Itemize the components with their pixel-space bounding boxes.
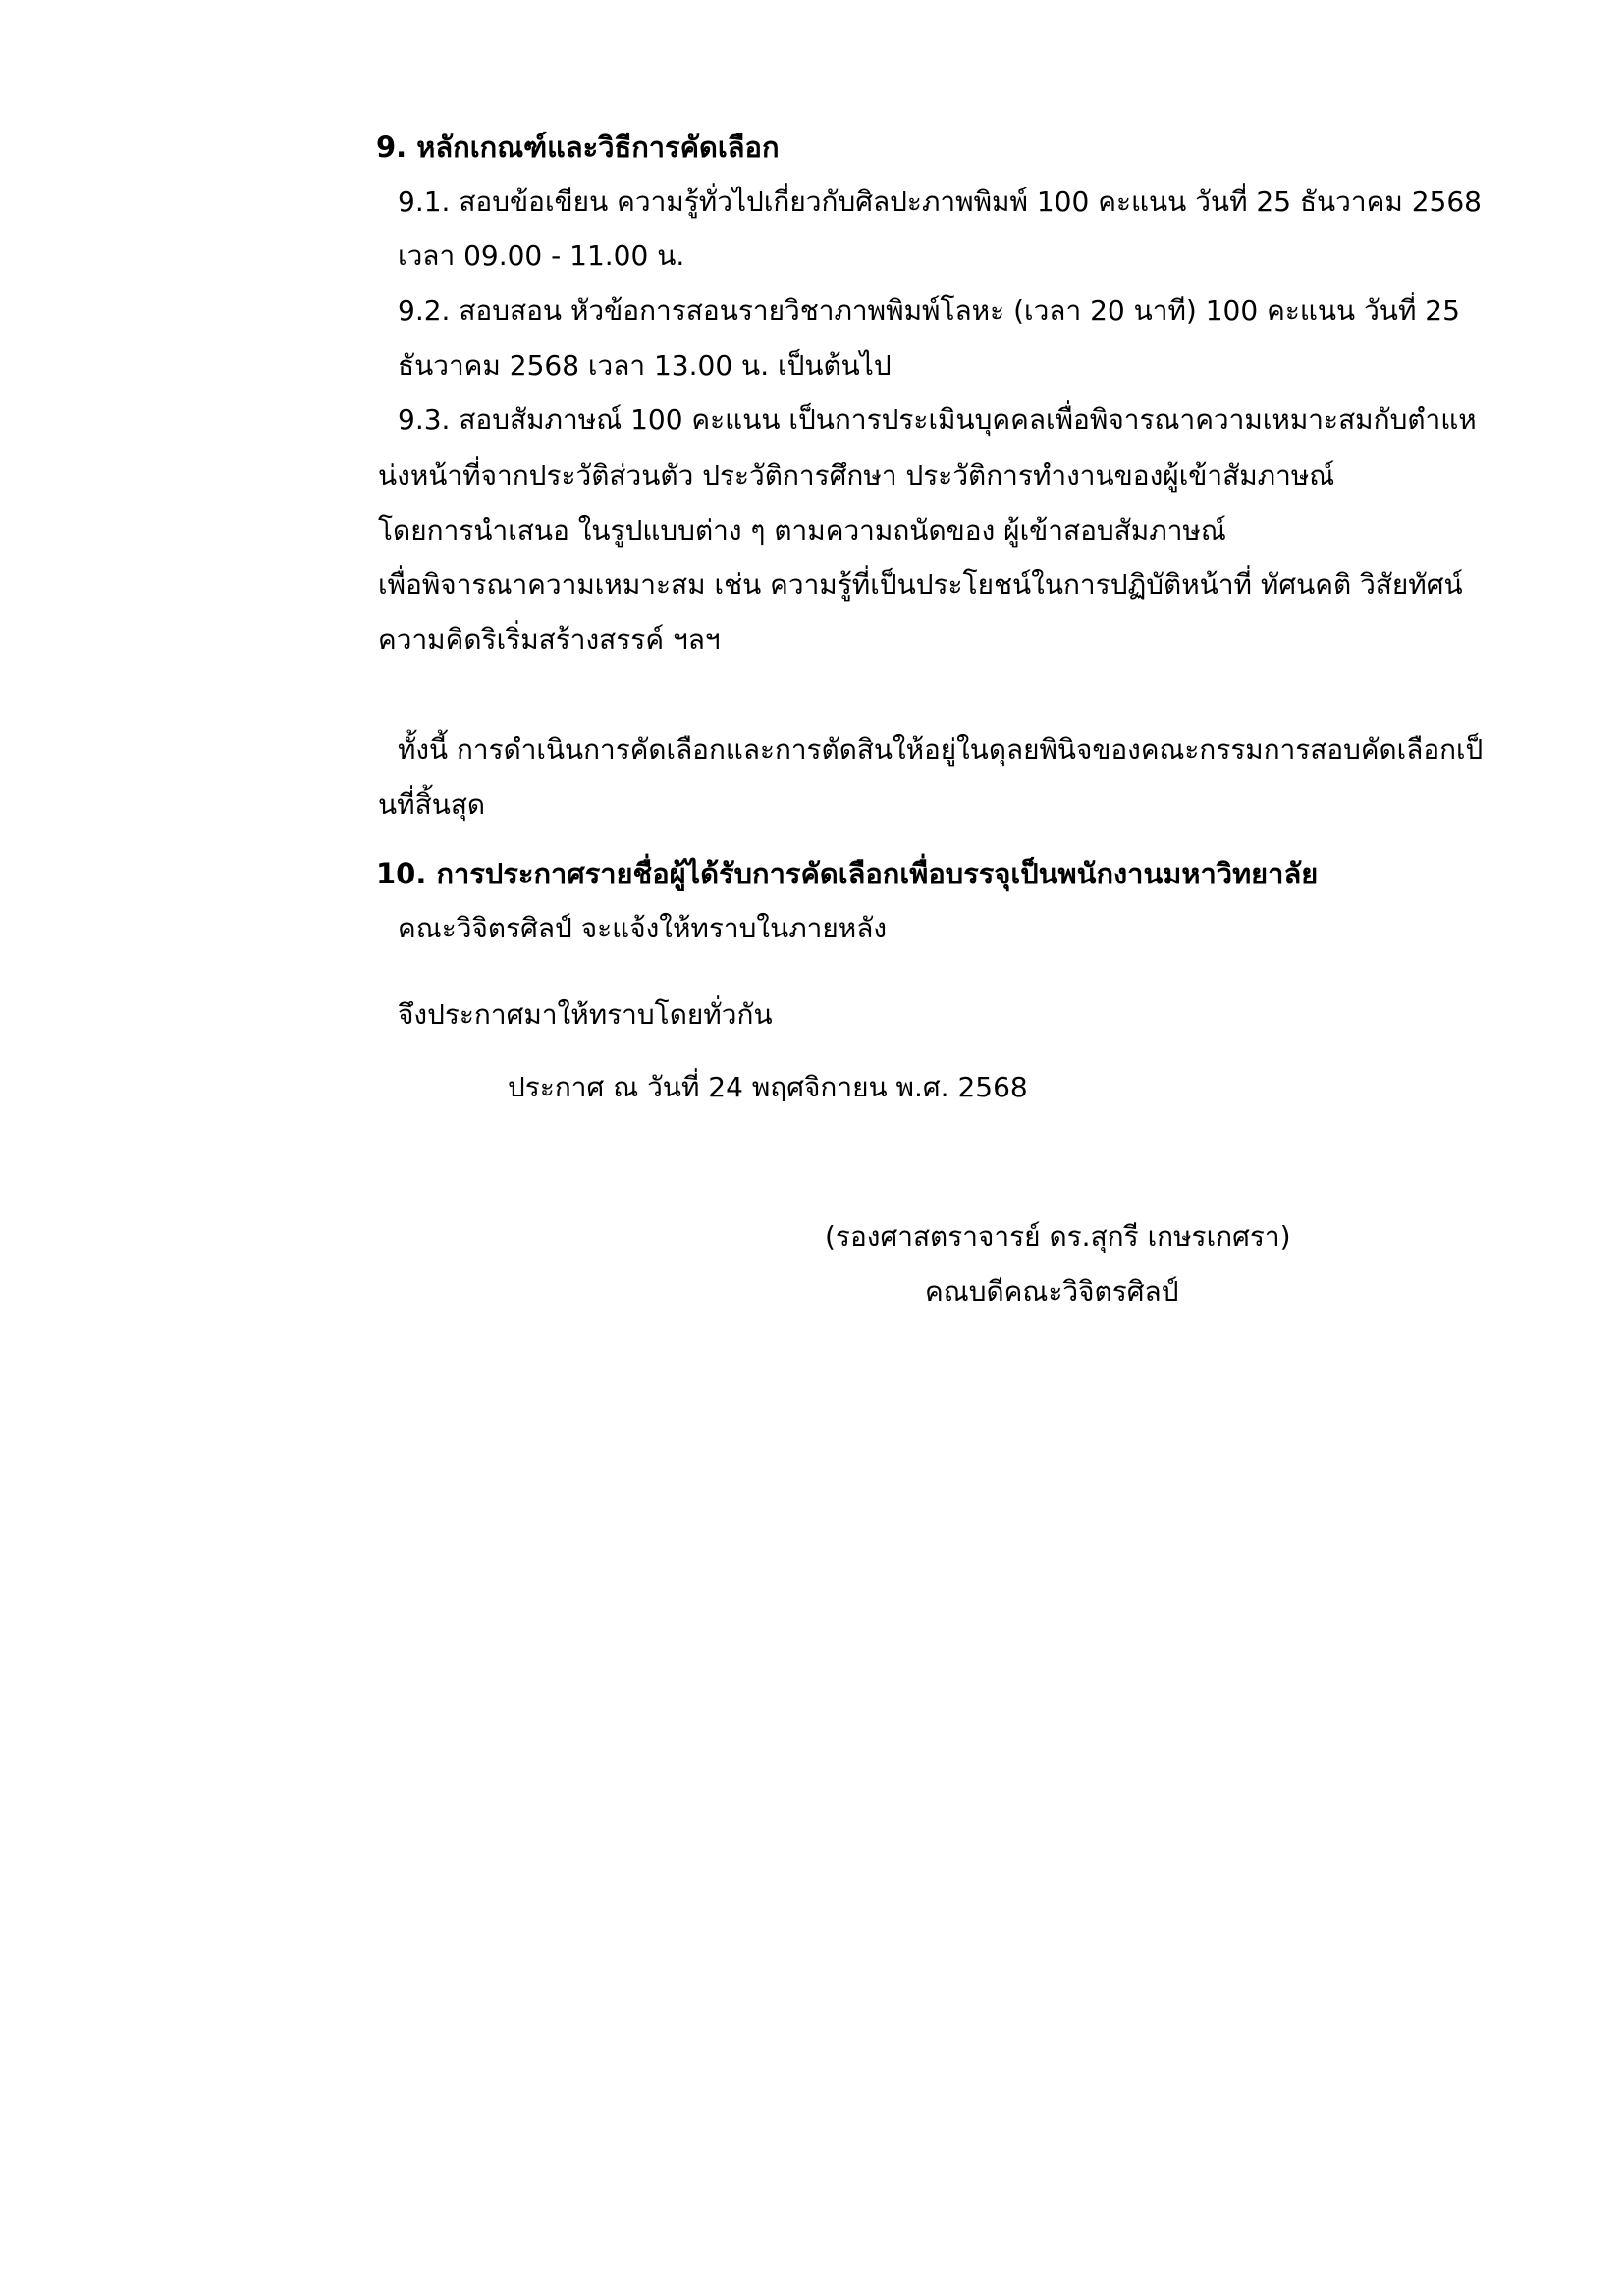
item-9-1-line-2: เวลา 09.00 - 11.00 น. (398, 240, 685, 272)
item-9-3-line-5: ความคิดริเริ่มสร้างสรรค์ ฯลฯ (378, 623, 721, 656)
section-10-heading: 10. การประกาศรายชื่อผู้ได้รับการคัดเลือกเพื่อบรรจุเป็นพนักงานมหาวิทยาลัย (376, 857, 1319, 890)
item-9-2-line-1: 9.2. สอบสอน หัวข้อการสอนรายวิชาภาพพิมพ์โลหะ (เวลา 20 นาที) 100 คะแนน วันที่ 25 (398, 294, 1460, 327)
closing-announcement: จึงประกาศมาให้ทราบโดยทั่วกัน (398, 998, 773, 1031)
announcement-date: ประกาศ ณ วันที่ 24 พฤศจิกายน พ.ศ. 2568 (508, 1071, 1028, 1103)
section-9-heading: 9. หลักเกณฑ์และวิธีการคัดเลือก (376, 131, 780, 164)
note-line-2: นที่สิ้นสุด (378, 788, 486, 821)
item-9-3-line-4: เพื่อพิจารณาความเหมาะสม เช่น ความรู้ที่เป็นประโยชน์ในการปฏิบัติหน้าที่ ทัศนคติ วิสัยทัศน์ (378, 568, 1463, 601)
item-9-1-line-1: 9.1. สอบข้อเขียน ความรู้ทั่วไปเกี่ยวกับศิลปะภาพพิมพ์ 100 คะแนน วันที่ 25 ธันวาคม 2568 (398, 186, 1482, 218)
signatory-name: (รองศาสตราจารย์ ดร.สุกรี เกษรเกศรา) (825, 1220, 1291, 1253)
note-line-1: ทั้งนี้ การดำเนินการคัดเลือกและการตัดสินให้อยู่ในดุลยพินิจของคณะกรรมการสอบคัดเลือกเป็ (398, 733, 1484, 766)
section-10-body: คณะวิจิตรศิลป์ จะแจ้งให้ทราบในภายหลัง (398, 912, 888, 944)
item-9-3-line-2: น่งหน้าที่จากประวัติส่วนตัว ประวัติการศึกษา ประวัติการทำงานของผู้เข้าสัมภาษณ์ (378, 459, 1335, 492)
item-9-2-line-2: ธันวาคม 2568 เวลา 13.00 น. เป็นต้นไป (398, 349, 892, 382)
signatory-title: คณบดีคณะวิจิตรศิลป์ (925, 1275, 1179, 1308)
item-9-3-line-1: 9.3. สอบสัมภาษณ์ 100 คะแนน เป็นการประเมินบุคคลเพื่อพิจารณาความเหมาะสมกับตำแห (398, 403, 1477, 436)
item-9-3-line-3: โดยการนำเสนอ ในรูปแบบต่าง ๆ ตามความถนัดของ ผู้เข้าสอบสัมภาษณ์ (378, 514, 1226, 547)
